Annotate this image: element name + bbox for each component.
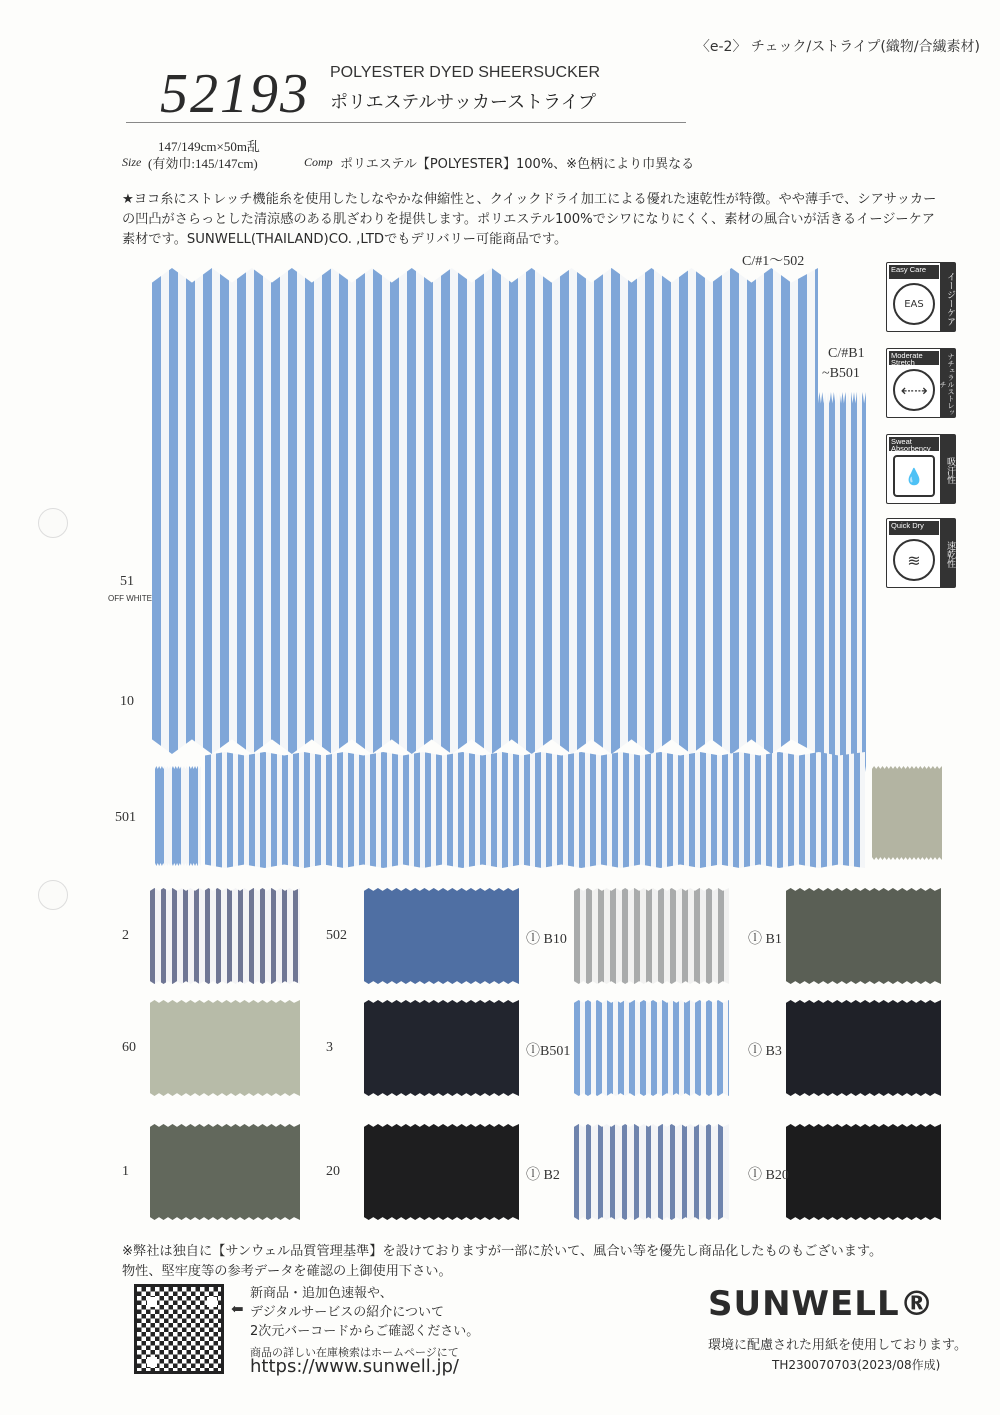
fabric-swatch (574, 1000, 729, 1096)
color-label-10: 10 (120, 694, 134, 709)
swatch-color-label: ⓛ B1 (748, 932, 782, 947)
binder-hole (38, 880, 68, 910)
product-name-jp: ポリエステルサッカーストライプ (330, 92, 597, 113)
swatch-color-label: ⓛ B3 (748, 1044, 782, 1059)
fabric-swatch (150, 888, 300, 984)
sweat-absorbency-icon (886, 434, 956, 504)
main-fabric-swatch (152, 268, 818, 754)
fabric-swatch (364, 1124, 519, 1220)
easy-care-title: Easy Care (889, 265, 939, 279)
fabric-swatch (150, 1000, 300, 1096)
stretch-jp: ナチュラルストレッチ (940, 349, 955, 417)
swatch-color-label: 2 (122, 928, 129, 943)
qr-text-line: デジタルサービスの紹介について (250, 1305, 444, 1320)
composition: ポリエステル【POLYESTER】100%、※色柄により巾異なる (340, 157, 695, 172)
fabric-swatch (786, 1124, 941, 1220)
sweat-absorbency-title: Sweat Absorbency (889, 437, 939, 451)
category-label: 〈e-2〉 チェック/ストライプ(織物/合繊素材) (695, 39, 980, 55)
b-series-fabric-swatch (818, 392, 866, 772)
product-name-en: POLYESTER DYED SHEERSUCKER (330, 64, 600, 81)
swatch-color-label: ⓛ B2 (526, 1168, 560, 1183)
swatch-color-label: 60 (122, 1040, 136, 1055)
fabric-swatch (574, 888, 729, 984)
quality-notice-line2: 物性、堅牢度等の参考データを確認の上御使用下さい。 (122, 1264, 452, 1279)
swatch-501-wide (205, 752, 865, 868)
color-name-off-white: OFF WHITE (108, 594, 152, 603)
url-label: 商品の詳しい在庫検索はホームページにて (250, 1346, 459, 1359)
fabric-swatch (150, 1124, 300, 1220)
binder-hole (38, 508, 68, 538)
color-range-b-end: ~B501 (822, 366, 860, 381)
size-effective-width: (有効巾:145/147cm) (148, 156, 258, 171)
swatch-color-label: 20 (326, 1164, 340, 1179)
stretch-icon (886, 348, 956, 418)
qr-code[interactable] (134, 1284, 224, 1374)
sweat-absorbency-glyph: 💧 (893, 455, 935, 497)
swatch-color-label: ⓛ B10 (526, 932, 567, 947)
eco-paper-note: 環境に配慮された用紙を使用しております。 (708, 1338, 967, 1353)
website-link[interactable]: https://www.sunwell.jp/ (250, 1356, 459, 1377)
swatch-color-label: ⓛB501 (526, 1044, 571, 1059)
arrow-left-icon: ⬅ (231, 1300, 244, 1318)
quick-dry-icon (886, 518, 956, 588)
stretch-glyph: ⇠⇢ (893, 369, 935, 411)
qr-text-line: 2次元バーコードからご確認ください。 (250, 1324, 480, 1339)
fabric-swatch (364, 888, 519, 984)
fabric-swatch (574, 1124, 729, 1220)
easy-care-glyph: EAS (893, 283, 935, 325)
sweat-absorbency-jp: 吸汗性 (940, 435, 955, 503)
document-code: TH230070703(2023/08作成) (772, 1358, 941, 1372)
fabric-swatch (786, 1000, 941, 1096)
swatch-color-label: 502 (326, 928, 347, 943)
easy-care-icon (886, 262, 956, 332)
size-width: 147/149cm×50m乱 (158, 139, 260, 154)
comp-label: Comp (304, 155, 333, 169)
quality-notice-line1: ※弊社は独自に【サンウェル品質管理基準】を設けておりますが一部に於いて、風合い等を優先し商品化したものもございます。 (122, 1244, 883, 1259)
product-number: 52193 (160, 63, 310, 125)
qr-description (250, 1284, 479, 1341)
product-description: ★ヨコ糸にストレッチ機能糸を使用したしなやかな伸縮性と、クイックドライ加工による優れた速乾性が特徴。やや薄手で、シアサッカーの凹凸がさらっとした清涼感のある肌ざわりを提供します。ポリエステル100%でシワになりにくく、素材の風合いが活きるイージーケア素材です。SUNWELL(THAILAND)CO. ,LTDでもデリバリー可能商品です。 (122, 192, 937, 247)
quick-dry-glyph: ≋ (893, 539, 935, 581)
easy-care-jp: イージーケア (940, 263, 955, 331)
brand-logo: SUNWELL® (708, 1284, 935, 1324)
quick-dry-title: Quick Dry (889, 521, 939, 535)
fabric-swatch (364, 1000, 519, 1096)
swatch-color-label: 3 (326, 1040, 333, 1055)
size-label: Size (122, 155, 142, 169)
swatch-color-label: ⓛ B20 (748, 1168, 789, 1183)
color-label-51: 51 (120, 574, 134, 589)
color-range-main: C/#1～502 (742, 254, 805, 269)
quick-dry-jp: 速乾性 (940, 519, 955, 587)
header-rule (126, 122, 686, 123)
stretch-title: Moderate Stretch (889, 351, 939, 365)
color-label-501: 501 (115, 810, 136, 825)
fabric-swatch (786, 888, 941, 984)
color-range-b-start: C/#B1 (828, 346, 865, 361)
swatch-501-small (155, 766, 201, 866)
khaki-swatch (872, 766, 942, 860)
qr-text-line: 新商品・追加色速報や、 (250, 1286, 393, 1301)
swatch-color-label: 1 (122, 1164, 129, 1179)
